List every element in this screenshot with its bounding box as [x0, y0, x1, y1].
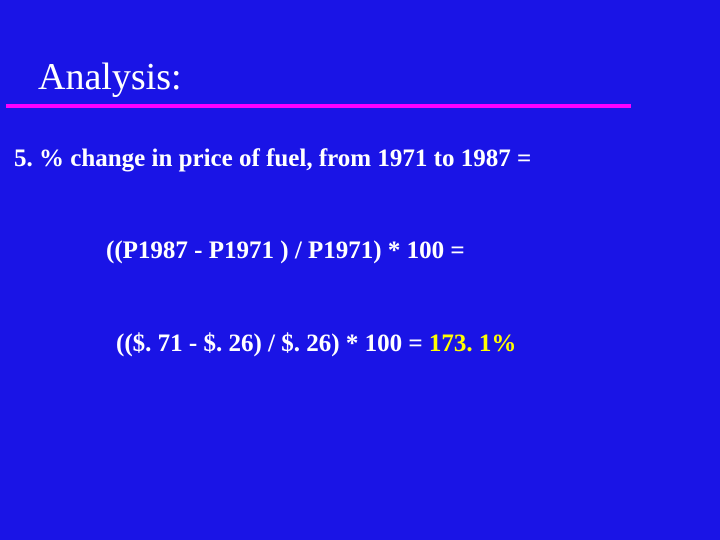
calculation-line — [116, 331, 516, 356]
slide-title: Analysis: — [38, 56, 182, 98]
calculation-result: 173. 1% — [428, 330, 517, 357]
formula-line: ((P1987 - P1971 ) / P1971) * 100 = — [106, 237, 465, 264]
question-line: 5. % change in price of fuel, from 1971 to 1987 = — [14, 145, 532, 172]
calculation-expression: (($. 71 - $. 26) / $. 26) * 100 = — [116, 330, 429, 357]
title-underline — [6, 104, 631, 108]
